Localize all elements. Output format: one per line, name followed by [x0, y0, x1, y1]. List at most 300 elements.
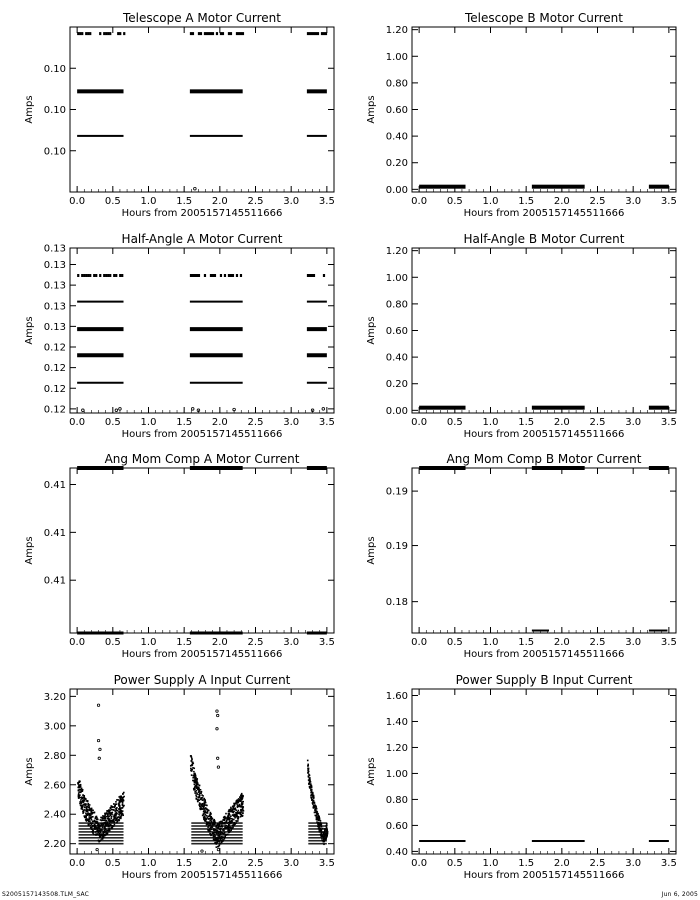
data-point: [120, 812, 122, 814]
x-tick-label: 0.5: [104, 196, 121, 207]
data-point: [86, 810, 88, 812]
data-point: [107, 274, 109, 277]
data-point: [80, 784, 82, 786]
plot-frame: [70, 468, 334, 633]
data-band: [77, 632, 123, 635]
x-tick-label: 2.5: [247, 417, 264, 428]
data-band: [79, 828, 124, 830]
data-point: [107, 32, 109, 35]
data-band: [308, 840, 327, 842]
data-band: [190, 632, 243, 635]
data-point: [199, 802, 201, 804]
data-band: [532, 840, 585, 842]
data-series: [77, 274, 327, 412]
x-tick-label: 2.0: [553, 196, 570, 207]
data-point: [322, 408, 325, 411]
plot-frame: [412, 27, 676, 192]
y-tick-label: 0.20: [385, 158, 408, 170]
y-tick-label: 0.13: [43, 243, 66, 255]
data-point: [228, 274, 230, 277]
y-tick-label: 0.19: [385, 486, 408, 498]
data-point: [222, 32, 224, 35]
data-point: [311, 274, 313, 277]
data-point: [97, 739, 99, 741]
y-axis-label: Amps: [24, 95, 35, 124]
x-tick-label: 0.5: [446, 637, 463, 648]
data-point: [230, 818, 232, 820]
x-tick-label: 2.5: [247, 196, 264, 207]
y-axis-label: Amps: [366, 316, 377, 345]
data-point: [78, 797, 80, 799]
data-band: [649, 466, 669, 470]
data-point: [191, 770, 193, 772]
data-point: [191, 759, 193, 761]
data-series: [419, 840, 669, 842]
data-point: [88, 816, 90, 818]
data-point: [203, 808, 205, 810]
y-tick-label: 0.40: [385, 352, 408, 364]
data-point: [195, 783, 197, 785]
data-point: [194, 788, 196, 790]
data-band: [77, 327, 123, 331]
data-point: [119, 32, 121, 35]
data-band: [190, 353, 243, 357]
y-tick-label: 0.41: [43, 575, 66, 587]
data-series: [77, 32, 327, 190]
data-point: [228, 824, 230, 826]
data-point: [85, 800, 87, 802]
data-point: [87, 32, 89, 35]
chart-title: Telescope A Motor Current: [123, 11, 281, 25]
data-band: [649, 630, 668, 632]
data-point: [235, 812, 237, 814]
data-point: [307, 760, 309, 762]
data-point: [201, 803, 203, 805]
data-point: [115, 803, 117, 805]
y-tick-label: 1.60: [385, 690, 408, 702]
data-point: [233, 819, 235, 821]
data-point: [115, 815, 117, 817]
y-tick-label: 3.00: [43, 721, 66, 733]
data-point: [81, 32, 83, 35]
data-band: [419, 840, 465, 842]
data-point: [207, 816, 209, 818]
y-tick-label: 2.40: [43, 809, 66, 821]
data-point: [205, 818, 207, 820]
data-point: [198, 788, 200, 790]
data-band: [308, 822, 327, 824]
data-point: [203, 810, 205, 812]
data-point: [120, 797, 122, 799]
data-point: [326, 827, 328, 829]
data-point: [321, 32, 323, 35]
data-point: [310, 792, 312, 794]
x-tick-label: 0.0: [69, 196, 86, 207]
data-point: [190, 274, 192, 277]
data-point: [209, 818, 211, 820]
data-point: [93, 274, 95, 277]
data-point: [119, 408, 122, 411]
x-tick-label: 1.5: [518, 858, 535, 869]
data-point: [323, 274, 325, 277]
data-point: [110, 807, 112, 809]
data-point: [194, 776, 196, 778]
data-point: [232, 274, 234, 277]
data-point: [311, 32, 313, 35]
data-point: [86, 820, 88, 822]
data-point: [226, 819, 228, 821]
chart-title: Ang Mom Comp B Motor Current: [446, 452, 642, 466]
data-point: [195, 794, 197, 796]
chart-title: Half-Angle A Motor Current: [121, 232, 283, 246]
data-point: [224, 274, 226, 277]
y-tick-label: 1.20: [385, 742, 408, 754]
data-band: [308, 843, 327, 845]
data-point: [309, 32, 311, 35]
data-point: [241, 793, 243, 795]
data-point: [195, 798, 197, 800]
data-point: [109, 32, 111, 35]
data-point: [242, 32, 244, 35]
data-point: [236, 799, 238, 801]
data-point: [92, 820, 94, 822]
data-band: [79, 831, 124, 833]
data-point: [228, 32, 230, 35]
data-point: [221, 821, 223, 823]
data-point: [95, 274, 97, 277]
x-tick-label: 0.5: [446, 858, 463, 869]
data-point: [112, 809, 114, 811]
data-point: [118, 820, 120, 822]
data-point: [228, 818, 230, 820]
x-tick-label: 2.0: [211, 637, 228, 648]
data-point: [230, 809, 232, 811]
data-band: [79, 840, 124, 842]
data-point: [117, 32, 119, 35]
data-point: [78, 794, 80, 796]
data-point: [212, 824, 214, 826]
y-tick-label: 1.00: [385, 272, 408, 284]
data-point: [216, 728, 218, 730]
data-point: [214, 820, 216, 822]
data-point: [198, 794, 200, 796]
data-point: [114, 807, 116, 809]
y-tick-label: 0.41: [43, 480, 66, 491]
data-point: [199, 804, 201, 806]
data-point: [190, 765, 192, 767]
data-point: [198, 791, 200, 793]
data-point: [110, 817, 112, 819]
data-point: [116, 807, 118, 809]
y-axis-label: Amps: [24, 536, 35, 565]
data-point: [242, 798, 244, 800]
data-point: [106, 816, 108, 818]
data-point: [91, 812, 93, 814]
data-point: [89, 807, 91, 809]
data-point: [237, 810, 239, 812]
data-band: [308, 831, 327, 833]
data-point: [210, 813, 212, 815]
data-point: [201, 850, 203, 852]
data-point: [308, 767, 310, 769]
data-point: [317, 32, 319, 35]
data-point: [190, 32, 192, 35]
data-point: [211, 818, 213, 820]
data-point: [205, 812, 207, 814]
data-point: [89, 274, 91, 277]
chart-title: Half-Angle B Motor Current: [463, 232, 625, 246]
data-point: [97, 704, 99, 706]
data-point: [204, 820, 206, 822]
data-point: [123, 32, 125, 35]
data-point: [196, 779, 198, 781]
data-point: [79, 803, 81, 805]
y-tick-label: 0.13: [43, 321, 66, 333]
data-point: [89, 32, 91, 35]
data-point: [216, 32, 218, 35]
data-point: [237, 805, 239, 807]
data-point: [79, 32, 81, 35]
y-axis-label: Amps: [366, 536, 377, 565]
data-band: [532, 630, 549, 632]
x-tick-label: 1.0: [482, 417, 499, 428]
x-tick-label: 3.0: [625, 858, 642, 869]
data-point: [191, 408, 194, 411]
data-point: [80, 805, 82, 807]
y-tick-label: 0.60: [385, 326, 408, 337]
data-point: [192, 764, 194, 766]
x-tick-label: 3.5: [660, 417, 677, 428]
data-point: [236, 816, 238, 818]
data-point: [196, 274, 198, 277]
data-point: [316, 810, 318, 812]
data-point: [192, 761, 194, 763]
data-point: [308, 776, 310, 778]
data-point: [236, 274, 238, 277]
data-point: [107, 824, 109, 826]
y-tick-label: 1.20: [385, 246, 408, 258]
data-point: [81, 274, 83, 277]
data-point: [84, 815, 86, 817]
data-point: [121, 799, 123, 801]
data-point: [323, 32, 325, 35]
x-tick-label: 1.5: [176, 417, 193, 428]
data-point: [312, 802, 314, 804]
data-point: [317, 814, 319, 816]
data-point: [309, 786, 311, 788]
data-point: [91, 808, 93, 810]
data-point: [119, 817, 121, 819]
data-point: [216, 846, 218, 848]
data-point: [217, 766, 219, 768]
chart-ang-mom-a: [24, 452, 335, 660]
x-tick-label: 1.0: [140, 637, 157, 648]
data-band: [532, 406, 585, 410]
data-band: [419, 466, 465, 470]
data-point: [316, 819, 318, 821]
data-point: [309, 274, 311, 277]
x-tick-label: 3.0: [283, 858, 300, 869]
data-point: [106, 810, 108, 812]
data-point: [316, 808, 318, 810]
data-point: [194, 274, 196, 277]
data-point: [240, 32, 242, 35]
data-point: [82, 794, 84, 796]
data-point: [220, 274, 222, 277]
data-point: [308, 771, 310, 773]
plot-frame: [412, 689, 676, 854]
y-tick-label: 2.20: [43, 839, 66, 851]
data-band: [190, 382, 243, 384]
x-tick-label: 3.5: [318, 858, 335, 869]
data-point: [205, 804, 207, 806]
x-tick-label: 2.5: [589, 417, 606, 428]
y-tick-label: 0.13: [43, 260, 66, 271]
data-point: [203, 806, 205, 808]
data-point: [122, 804, 124, 806]
data-point: [209, 815, 211, 817]
data-point: [89, 813, 91, 815]
data-point: [316, 816, 318, 818]
x-tick-label: 1.5: [176, 858, 193, 869]
data-band: [532, 185, 585, 189]
data-band: [419, 185, 465, 189]
y-tick-label: 1.20: [385, 25, 408, 37]
data-point: [79, 791, 81, 793]
data-point: [119, 801, 121, 803]
data-point: [103, 816, 105, 818]
data-point: [234, 817, 236, 819]
data-point: [99, 274, 101, 277]
data-band: [307, 135, 327, 137]
data-point: [194, 781, 196, 783]
data-point: [119, 274, 121, 277]
data-point: [88, 809, 90, 811]
data-point: [230, 815, 232, 817]
data-point: [122, 793, 124, 795]
data-point: [228, 816, 230, 818]
data-point: [313, 795, 315, 797]
data-point: [235, 801, 237, 803]
data-point: [103, 32, 105, 35]
data-band: [190, 135, 243, 137]
x-tick-label: 2.0: [211, 196, 228, 207]
x-axis-label: Hours from 2005157145511666: [463, 649, 625, 660]
data-point: [83, 274, 85, 277]
data-point: [96, 848, 98, 850]
data-band: [191, 834, 242, 836]
data-point: [311, 799, 313, 801]
y-tick-label: 0.00: [385, 184, 408, 196]
data-point: [77, 782, 79, 784]
data-point: [233, 812, 235, 814]
chart-title: Power Supply B Input Current: [455, 673, 633, 687]
data-point: [238, 32, 240, 35]
x-tick-label: 2.0: [553, 637, 570, 648]
data-band: [191, 825, 242, 827]
data-point: [106, 820, 108, 822]
data-point: [85, 798, 87, 800]
data-point: [310, 795, 312, 797]
data-point: [115, 409, 118, 412]
x-tick-label: 3.0: [625, 637, 642, 648]
data-point: [103, 819, 105, 821]
data-point: [210, 274, 212, 277]
data-point: [89, 804, 91, 806]
y-tick-label: 2.80: [43, 750, 66, 762]
data-point: [107, 813, 109, 815]
data-point: [196, 796, 198, 798]
data-point: [97, 819, 99, 821]
x-tick-label: 2.5: [589, 858, 606, 869]
y-tick-label: 1.00: [385, 768, 408, 780]
data-band: [307, 382, 327, 384]
data-band: [77, 353, 123, 357]
data-point: [88, 820, 90, 822]
data-point: [95, 816, 97, 818]
data-point: [121, 813, 123, 815]
data-point: [84, 807, 86, 809]
data-point: [320, 820, 322, 822]
data-point: [239, 804, 241, 806]
chart-title: Telescope B Motor Current: [464, 11, 624, 25]
data-point: [84, 805, 86, 807]
y-tick-label: 1.00: [385, 51, 408, 63]
data-point: [105, 814, 107, 816]
data-point: [105, 32, 107, 35]
data-point: [197, 787, 199, 789]
data-point: [77, 32, 79, 35]
y-tick-label: 0.60: [385, 105, 408, 116]
data-point: [235, 809, 237, 811]
x-axis-label: Hours from 2005157145511666: [121, 870, 283, 881]
data-point: [217, 848, 219, 850]
data-point: [240, 795, 242, 797]
data-band: [79, 843, 124, 845]
x-tick-label: 3.5: [660, 637, 677, 648]
data-point: [307, 32, 309, 35]
data-point: [311, 785, 313, 787]
chart-power-supply-a: [24, 673, 335, 881]
data-band: [79, 834, 124, 836]
x-tick-label: 0.5: [446, 417, 463, 428]
data-point: [195, 779, 197, 781]
data-point: [230, 274, 232, 277]
x-tick-label: 1.5: [176, 637, 193, 648]
y-tick-label: 0.10: [43, 146, 66, 158]
data-point: [313, 800, 315, 802]
data-point: [105, 812, 107, 814]
data-point: [204, 274, 206, 277]
x-tick-label: 2.0: [211, 417, 228, 428]
data-point: [97, 827, 99, 829]
data-point: [197, 793, 199, 795]
data-point: [122, 806, 124, 808]
data-point: [309, 783, 311, 785]
data-point: [216, 710, 218, 712]
data-point: [81, 787, 83, 789]
data-point: [230, 32, 232, 35]
data-band: [191, 828, 242, 830]
y-tick-label: 0.40: [385, 846, 408, 858]
data-point: [194, 791, 196, 793]
data-point: [198, 796, 200, 798]
data-point: [120, 816, 122, 818]
data-point: [206, 824, 208, 826]
data-band: [191, 837, 242, 839]
data-point: [191, 769, 193, 771]
data-point: [108, 810, 110, 812]
